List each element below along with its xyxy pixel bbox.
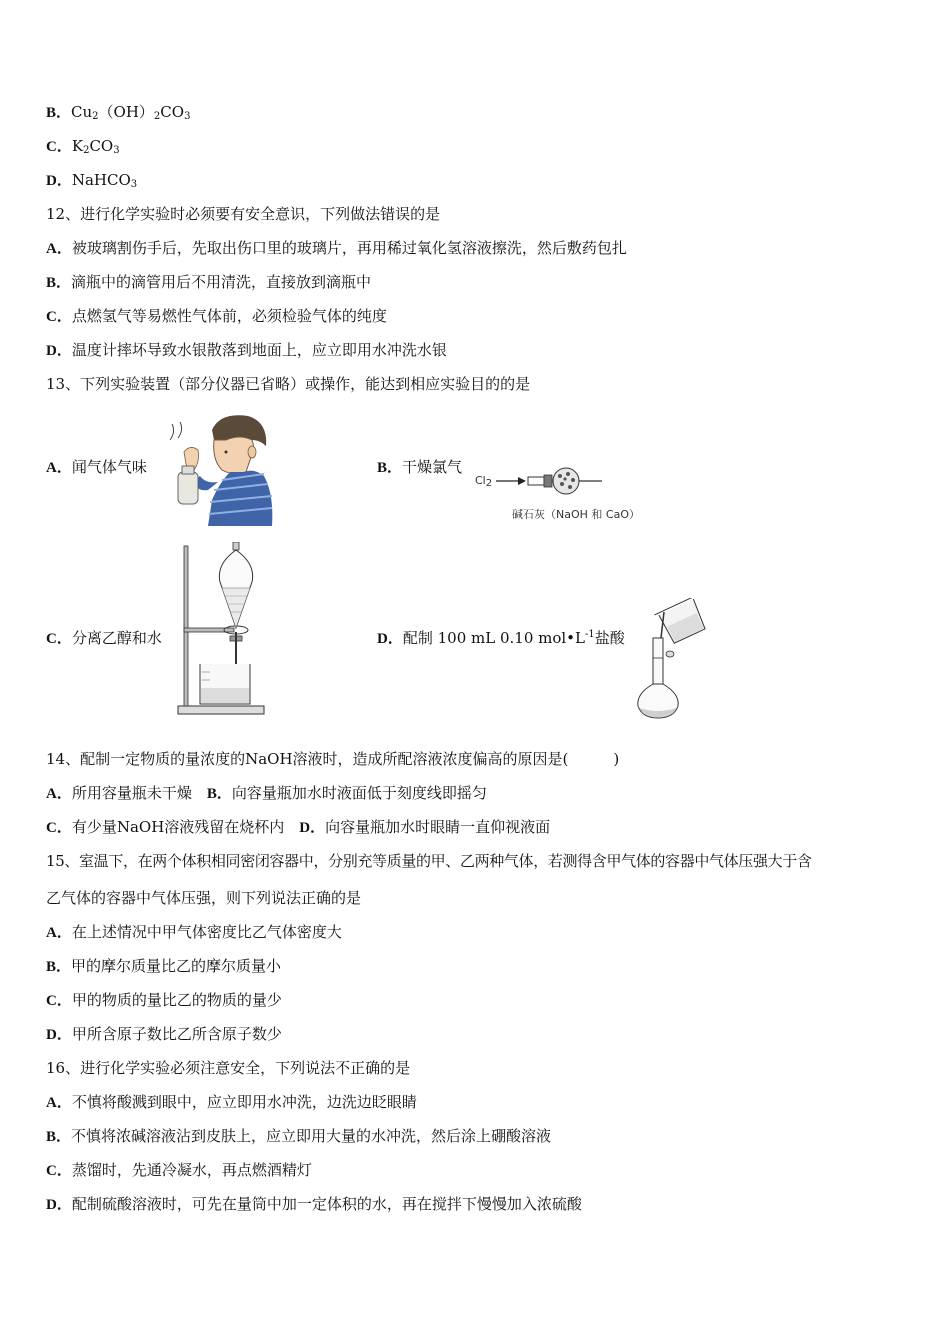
q12-option-b: B．滴瓶中的滴管用后不用清洗，直接放到滴瓶中 [46,273,372,291]
q15-option-b: B．甲的摩尔质量比乙的摩尔质量小 [46,957,282,975]
q16-option-d: D．配制硫酸溶液时，可先在量筒中加一定体积的水，再在搅拌下慢慢加入浓硫酸 [46,1195,582,1213]
q13-option-d: D．配制 100 mL 0.10 $mol•L^{-1}$盐酸 [377,629,625,647]
q13-stem: 13、下列实验装置（部分仪器已省略）或操作，能达到相应实验目的的是 [46,375,531,393]
q16-option-a: A．不慎将酸溅到眼中，应立即用水冲洗，边洗边眨眼睛 [46,1093,417,1111]
q16-option-b: B．不慎将浓碱溶液沾到皮肤上，应立即用大量的水冲洗，然后涂上硼酸溶液 [46,1127,552,1145]
q15-option-d: D．甲所含原子数比乙所含原子数少 [46,1025,282,1043]
q11-option-c: C．$K_2CO_3$ [46,137,120,156]
q11-option-d: D．NaHCO$_3$ [46,171,138,190]
q13-option-c: C．分离乙醇和水 [46,629,162,647]
q12-option-a: A．被玻璃割伤手后，先取出伤口里的玻璃片，再用稀过氧化氢溶液擦洗，然后敷药包扎 [46,239,627,257]
q15-stem-line1: 15、室温下，在两个体积相同密闭容器中，分别充等质量的甲、乙两种气体，若测得含甲气体的容器中气体压强大于含 [46,852,812,870]
soda-lime-caption: 碱石灰（NaOH 和 CaO） [512,508,640,521]
q12-stem: 12、进行化学实验时必须要有安全意识，下列做法错误的是 [46,205,441,223]
q16-option-c: C．蒸馏时，先通冷凝水，再点燃酒精灯 [46,1161,312,1179]
q15-option-a: A．在上述情况中甲气体密度比乙气体密度大 [46,923,342,941]
q14-options-ab: A．所用容量瓶未干燥 B．向容量瓶加水时液面低于刻度线即摇匀 [46,784,487,802]
q15-option-c: C．甲的物质的量比乙的物质的量少 [46,991,282,1009]
volumetric-flask-pouring [632,598,716,720]
smell-gas-illustration [160,410,280,526]
q14-stem: 14、配制一定物质的量浓度的NaOH溶液时，造成所配溶液浓度偏高的原因是( ) [46,750,620,768]
q12-option-d: D．温度计摔坏导致水银散落到地面上，应立即用水冲洗水银 [46,341,447,359]
q15-stem-line2: 乙气体的容器中气体压强，则下列说法正确的是 [46,889,362,907]
q11-option-b: B．$Cu_2(OH)_2CO_3$ [46,103,191,122]
separatory-funnel-apparatus [176,542,266,718]
q12-option-c: C．点燃氢气等易燃性气体前，必须检验气体的纯度 [46,307,387,325]
q13-option-b: B．干燥氯气 [377,458,463,476]
drying-tube-diagram [496,464,606,498]
cl2-label: $Cl_2$ [475,474,493,489]
q16-stem: 16、进行化学实验必须注意安全，下列说法不正确的是 [46,1059,411,1077]
q14-options-cd: C．有少量NaOH溶液残留在烧杯内 D．向容量瓶加水时眼睛一直仰视液面 [46,818,551,836]
q13-option-a: A．闻气体气味 [46,458,147,476]
